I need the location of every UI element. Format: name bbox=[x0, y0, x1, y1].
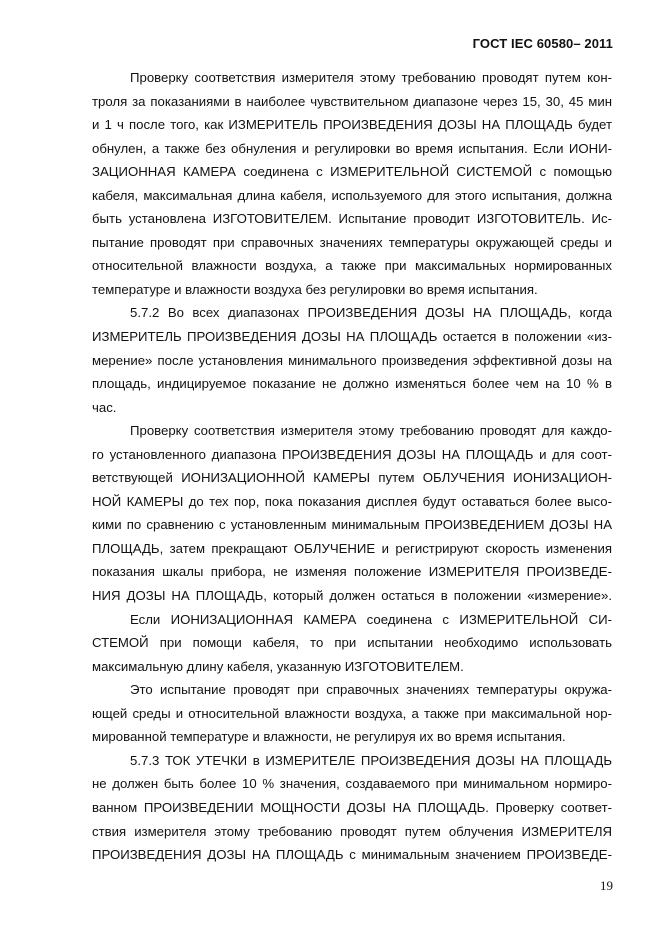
text-line: 5.7.2 Во всех диапазонах ПРОИЗВЕДЕНИЯ ДОЗЫ НА ПЛОЩАДЬ, когда bbox=[130, 305, 612, 321]
text-line: час. bbox=[92, 399, 117, 415]
text-line: ющей среды и относительной влажности воздуха, а также при максимальной нор- bbox=[92, 705, 612, 721]
text-line: и 1 ч после того, как ИЗМЕРИТЕЛЬ ПРОИЗВЕДЕНИЯ ДОЗЫ НА ПЛОЩАДЬ будет bbox=[92, 117, 612, 133]
text-line: температуре и влажности воздуха без регулировки во время испытания. bbox=[92, 281, 538, 297]
text-line: ИЗМЕРИТЕЛЬ ПРОИЗВЕДЕНИЯ ДОЗЫ НА ПЛОЩАДЬ остается в положении «из- bbox=[92, 329, 612, 345]
text-line: ПЛОЩАДЬ, затем прекращают ОБЛУЧЕНИЕ и регистрируют скорость изменения bbox=[92, 540, 612, 556]
text-line: 5.7.3 ТОК УТЕЧКИ в ИЗМЕРИТЕЛЕ ПРОИЗВЕДЕНИЯ ДОЗЫ НА ПЛОЩАДЬ bbox=[130, 752, 612, 768]
text-line: ветствующей ИОНИЗАЦИОННОЙ КАМЕРЫ путем ОБЛУЧЕНИЯ ИОНИЗАЦИОН- bbox=[92, 470, 612, 486]
text-line: максимальную длину кабеля, указанную ИЗГОТОВИТЕЛЕМ. bbox=[92, 658, 464, 674]
text-line: пытание проводят при справочных значениях температуры окружающей среды и bbox=[92, 234, 612, 250]
text-line: троля за показаниями в наиболее чувствительном диапазоне через 15, 30, 45 мин bbox=[92, 93, 612, 109]
text-line: не должен быть более 10 % значения, создаваемого при минимальном нормиро- bbox=[92, 776, 612, 792]
text-line: показания шкалы прибора, не изменяя положение ИЗМЕРИТЕЛЯ ПРОИЗВЕДЕ- bbox=[92, 564, 612, 580]
text-line: ПРОИЗВЕДЕНИЯ ДОЗЫ НА ПЛОЩАДЬ с минимальным значением ПРОИЗВЕДЕ- bbox=[92, 847, 612, 863]
text-line: ствия измерителя этому требованию проводят путем облучения ИЗМЕРИТЕЛЯ bbox=[92, 823, 612, 839]
text-line: мерение» после установления минимального произведения эффективной дозы на bbox=[92, 352, 612, 368]
text-line: Проверку соответствия измерителя этому требованию проводят путем кон- bbox=[130, 70, 612, 85]
text-line: мированной температуре и влажности, не регулируя их во время испытания. bbox=[92, 729, 566, 745]
text-line: СТЕМОЙ при помощи кабеля, то при испытании необходимо использовать bbox=[92, 635, 612, 651]
text-line: ванном ПРОИЗВЕДЕНИИ МОЩНОСТИ ДОЗЫ НА ПЛОЩАДЬ. Проверку соответ- bbox=[92, 799, 612, 815]
text-line: Если ИОНИЗАЦИОННАЯ КАМЕРА соединена с ИЗМЕРИТЕЛЬНОЙ СИ- bbox=[130, 611, 612, 627]
text-line: НИЯ ДОЗЫ НА ПЛОЩАДЬ, который должен остаться в положении «измерение». bbox=[92, 588, 612, 604]
text-line: НОЙ КАМЕРЫ до тех пор, пока показания дисплея будут оставаться более высо- bbox=[92, 493, 612, 509]
text-line: быть установлена ИЗГОТОВИТЕЛЕМ. Испытание проводит ИЗГОТОВИТЕЛЬ. Ис- bbox=[92, 211, 612, 227]
document-header: ГОСТ IEC 60580– 2011 bbox=[472, 36, 613, 51]
text-line: Проверку соответствия измерителя этому требованию проводят для каждо- bbox=[130, 423, 612, 439]
document-body bbox=[92, 66, 612, 867]
text-line: го установленного диапазона ПРОИЗВЕДЕНИЯ ДОЗЫ НА ПЛОЩАДЬ и для соот- bbox=[92, 446, 612, 462]
text-line: относительной влажности воздуха, а также при максимальных нормированных bbox=[92, 258, 612, 274]
text-line: кими по сравнению с установленным минимальным ПРОИЗВЕДЕНИЕМ ДОЗЫ НА bbox=[92, 517, 612, 533]
text-line: кабеля, максимальная длина кабеля, используемого для этого испытания, должна bbox=[92, 187, 612, 203]
text-line: ЗАЦИОННАЯ КАМЕРА соединена с ИЗМЕРИТЕЛЬНОЙ СИСТЕМОЙ с помощью bbox=[92, 164, 612, 180]
text-line: площадь, индицируемое показание не должно изменяться более чем на 10 % в bbox=[92, 376, 612, 392]
text-line: обнулен, а также без обнуления и регулировки во время испытания. Если ИОНИ- bbox=[92, 140, 612, 156]
text-line: Это испытание проводят при справочных значениях температуры окружа- bbox=[130, 682, 612, 698]
page-number: 19 bbox=[600, 878, 613, 893]
